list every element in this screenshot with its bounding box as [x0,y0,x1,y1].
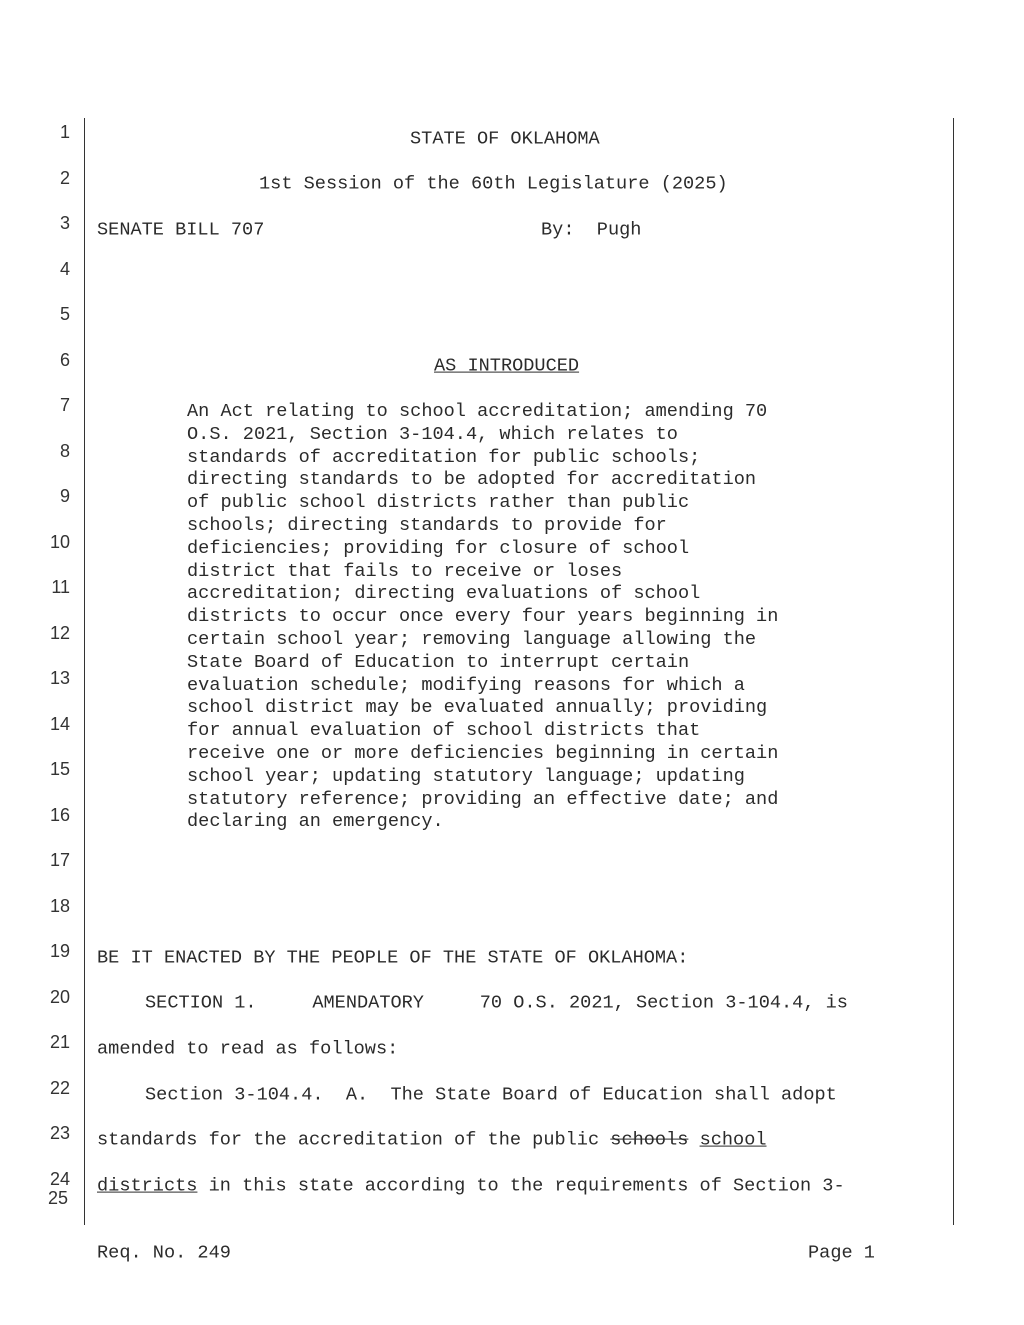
line-number: 24 [49,1168,70,1189]
abstract-line: certain school year; removing language allowing the [187,628,757,650]
inserted-text: school [699,1129,767,1151]
line-number: 2 [59,167,70,188]
abstract-line: State Board of Education to interrupt certain [187,651,690,673]
line-number: 12 [49,622,70,643]
section-text-segment: in this state according to the requirements of Section 3- [197,1175,845,1197]
abstract-line: district that fails to receive or loses [187,560,623,582]
line-number: 19 [49,941,70,961]
abstract-line: of public school districts rather than public [187,492,690,514]
line-number: 13 [49,668,70,688]
abstract-line: receive one or more deficiencies beginning in certain [187,742,779,764]
state-title: STATE OF OKLAHOMA [410,128,600,150]
line-number: 8 [59,440,70,461]
line-number: 22 [49,1077,70,1098]
line-number: 9 [59,486,70,506]
line-number: 14 [49,713,70,734]
inserted-text: districts [97,1175,198,1197]
abstract-line: An Act relating to school accreditation; amending 70 [187,401,768,422]
line-number: 18 [49,895,70,916]
line-number: 11 [51,577,70,597]
line-number: 3 [59,213,70,233]
abstract-line: deficiencies; providing for closure of school [187,537,690,559]
bill-author: By: Pugh [541,219,642,241]
line-number: 15 [49,759,70,779]
abstract-line: evaluation schedule; modifying reasons for which a [187,674,745,696]
text-space [688,1130,699,1151]
line-number: 21 [49,1032,70,1052]
line-number: 16 [49,804,70,825]
right-margin-rule [953,118,954,1225]
line-number: 6 [59,349,70,370]
cut-line-number: 25 [48,1188,69,1208]
bill-abstract [187,401,847,834]
line-number: 5 [59,304,70,324]
struck-text: schools [610,1129,689,1151]
line-number: 20 [49,986,70,1007]
enacting-clause: BE IT ENACTED BY THE PEOPLE OF THE STATE OF OKLAHOMA: [97,947,689,969]
line-number: 17 [49,850,70,870]
section-text-line [97,1176,845,1199]
session-title: 1st Session of the 60th Legislature (2025) [259,173,728,195]
section-text-line: Section 3-104.4. A. The State Board of Education shall adopt [145,1084,837,1106]
abstract-line: directing standards to be adopted for accreditation [187,469,757,491]
line-number: 1 [59,122,70,142]
section-heading-continued: amended to read as follows: [97,1038,399,1060]
abstract-line: school year; updating statutory language; updating [187,765,745,787]
request-number: Req. No. 249 [97,1242,231,1264]
abstract-line: O.S. 2021, Section 3-104.4, which relates to [187,423,678,445]
abstract-line: standards of accreditation for public schools; [187,446,701,468]
page-number: Page 1 [808,1242,875,1264]
abstract-line: schools; directing standards to provide for [187,514,667,536]
abstract-line: statutory reference; providing an effective date; and [187,788,779,810]
left-margin-rule [84,118,85,1225]
abstract-line: districts to occur once every four years beginning in [187,606,779,628]
abstract-line: declaring an emergency. [187,811,444,833]
line-number: 10 [49,531,70,552]
section-text-segment: standards for the accreditation of the public [97,1129,611,1151]
abstract-line: school district may be evaluated annually; providing [187,697,768,719]
line-number: 7 [59,395,70,415]
bill-status: AS INTRODUCED [434,355,580,377]
section-text-line [97,1130,767,1153]
line-number: 4 [59,258,70,279]
bill-number: SENATE BILL 707 [97,219,265,241]
abstract-line: accreditation; directing evaluations of school [187,583,701,605]
line-number: 23 [49,1123,70,1143]
section-heading: SECTION 1. AMENDATORY 70 O.S. 2021, Section 3-104.4, is [145,992,848,1014]
abstract-line: for annual evaluation of school districts that [187,720,701,742]
